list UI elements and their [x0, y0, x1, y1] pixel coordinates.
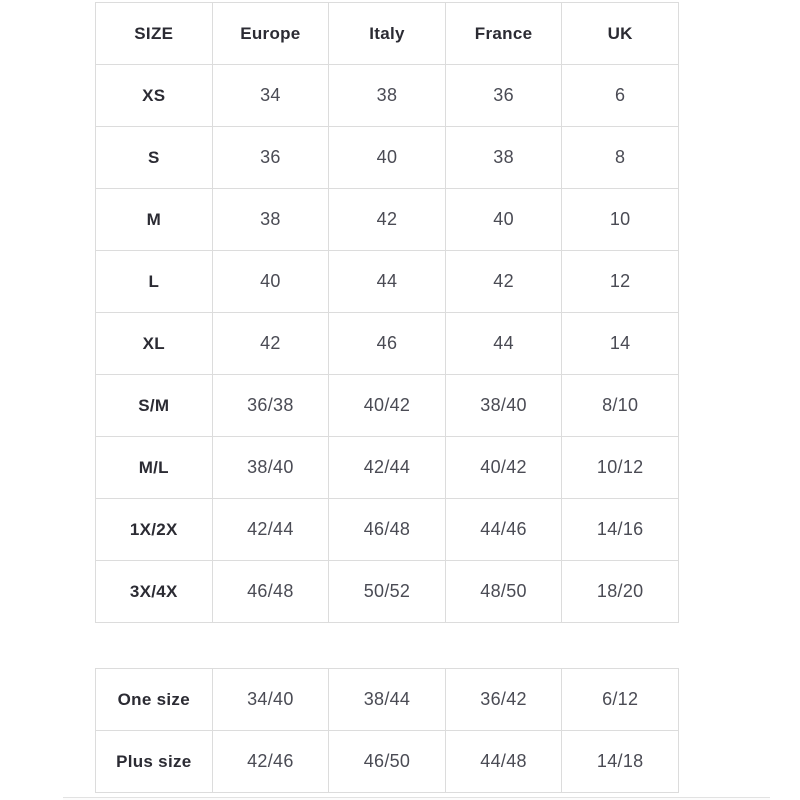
size-value-cell: 12: [562, 251, 679, 313]
size-row-m-l: [96, 437, 679, 499]
size-row-xs: [96, 65, 679, 127]
column-header-size: SIZE: [96, 3, 213, 65]
size-value-cell: 40/42: [329, 375, 446, 437]
size-value-cell: 46/50: [329, 731, 446, 793]
size-value-cell: 46/48: [212, 561, 329, 623]
size-label-cell: M/L: [96, 437, 213, 499]
size-value-cell: 42/46: [212, 731, 329, 793]
size-value-cell: 44/48: [445, 731, 562, 793]
size-value-cell: 8: [562, 127, 679, 189]
size-value-cell: 40: [212, 251, 329, 313]
size-value-cell: 6/12: [562, 669, 679, 731]
size-value-cell: 40: [329, 127, 446, 189]
size-row-s-m: [96, 375, 679, 437]
size-value-cell: 42/44: [212, 499, 329, 561]
size-conversion-table: [95, 2, 679, 623]
size-value-cell: 40: [445, 189, 562, 251]
size-value-cell: 38/44: [329, 669, 446, 731]
size-label-cell: 3X/4X: [96, 561, 213, 623]
size-value-cell: 36: [445, 65, 562, 127]
size-value-cell: 50/52: [329, 561, 446, 623]
size-row-one-size: [96, 669, 679, 731]
size-value-cell: 18/20: [562, 561, 679, 623]
size-value-cell: 38: [329, 65, 446, 127]
size-row-3x-4x: [96, 561, 679, 623]
size-value-cell: 10/12: [562, 437, 679, 499]
size-value-cell: 10: [562, 189, 679, 251]
size-value-cell: 14/18: [562, 731, 679, 793]
size-value-cell: 36/38: [212, 375, 329, 437]
size-value-cell: 48/50: [445, 561, 562, 623]
size-value-cell: 42/44: [329, 437, 446, 499]
size-value-cell: 44: [329, 251, 446, 313]
size-value-cell: 42: [329, 189, 446, 251]
size-label-cell: S: [96, 127, 213, 189]
size-row-m: [96, 189, 679, 251]
size-value-cell: 38: [212, 189, 329, 251]
size-value-cell: 14: [562, 313, 679, 375]
column-header-europe: Europe: [212, 3, 329, 65]
size-label-cell: S/M: [96, 375, 213, 437]
size-value-cell: 6: [562, 65, 679, 127]
size-value-cell: 42: [445, 251, 562, 313]
size-value-cell: 34: [212, 65, 329, 127]
size-value-cell: 36/42: [445, 669, 562, 731]
size-label-cell: Plus size: [96, 731, 213, 793]
size-label-cell: 1X/2X: [96, 499, 213, 561]
size-value-cell: 38/40: [445, 375, 562, 437]
column-header-italy: Italy: [329, 3, 446, 65]
size-label-cell: L: [96, 251, 213, 313]
size-value-cell: 44/46: [445, 499, 562, 561]
size-value-cell: 8/10: [562, 375, 679, 437]
size-value-cell: 44: [445, 313, 562, 375]
size-value-cell: 38: [445, 127, 562, 189]
size-value-cell: 42: [212, 313, 329, 375]
size-row-1x-2x: [96, 499, 679, 561]
size-value-cell: 40/42: [445, 437, 562, 499]
size-label-cell: One size: [96, 669, 213, 731]
size-value-cell: 38/40: [212, 437, 329, 499]
size-label-cell: XL: [96, 313, 213, 375]
column-header-france: France: [445, 3, 562, 65]
size-row-s: [96, 127, 679, 189]
size-label-cell: XS: [96, 65, 213, 127]
size-value-cell: 46: [329, 313, 446, 375]
one-size-plus-size-table: [95, 668, 679, 793]
size-conversion-table-grid: [95, 2, 679, 623]
column-header-uk: UK: [562, 3, 679, 65]
size-value-cell: 46/48: [329, 499, 446, 561]
size-value-cell: 14/16: [562, 499, 679, 561]
one-size-plus-size-table-grid: [95, 668, 679, 793]
header-row: [96, 3, 679, 65]
size-row-plus-size: [96, 731, 679, 793]
size-row-l: [96, 251, 679, 313]
size-value-cell: 34/40: [212, 669, 329, 731]
size-label-cell: M: [96, 189, 213, 251]
size-value-cell: 36: [212, 127, 329, 189]
size-row-xl: [96, 313, 679, 375]
